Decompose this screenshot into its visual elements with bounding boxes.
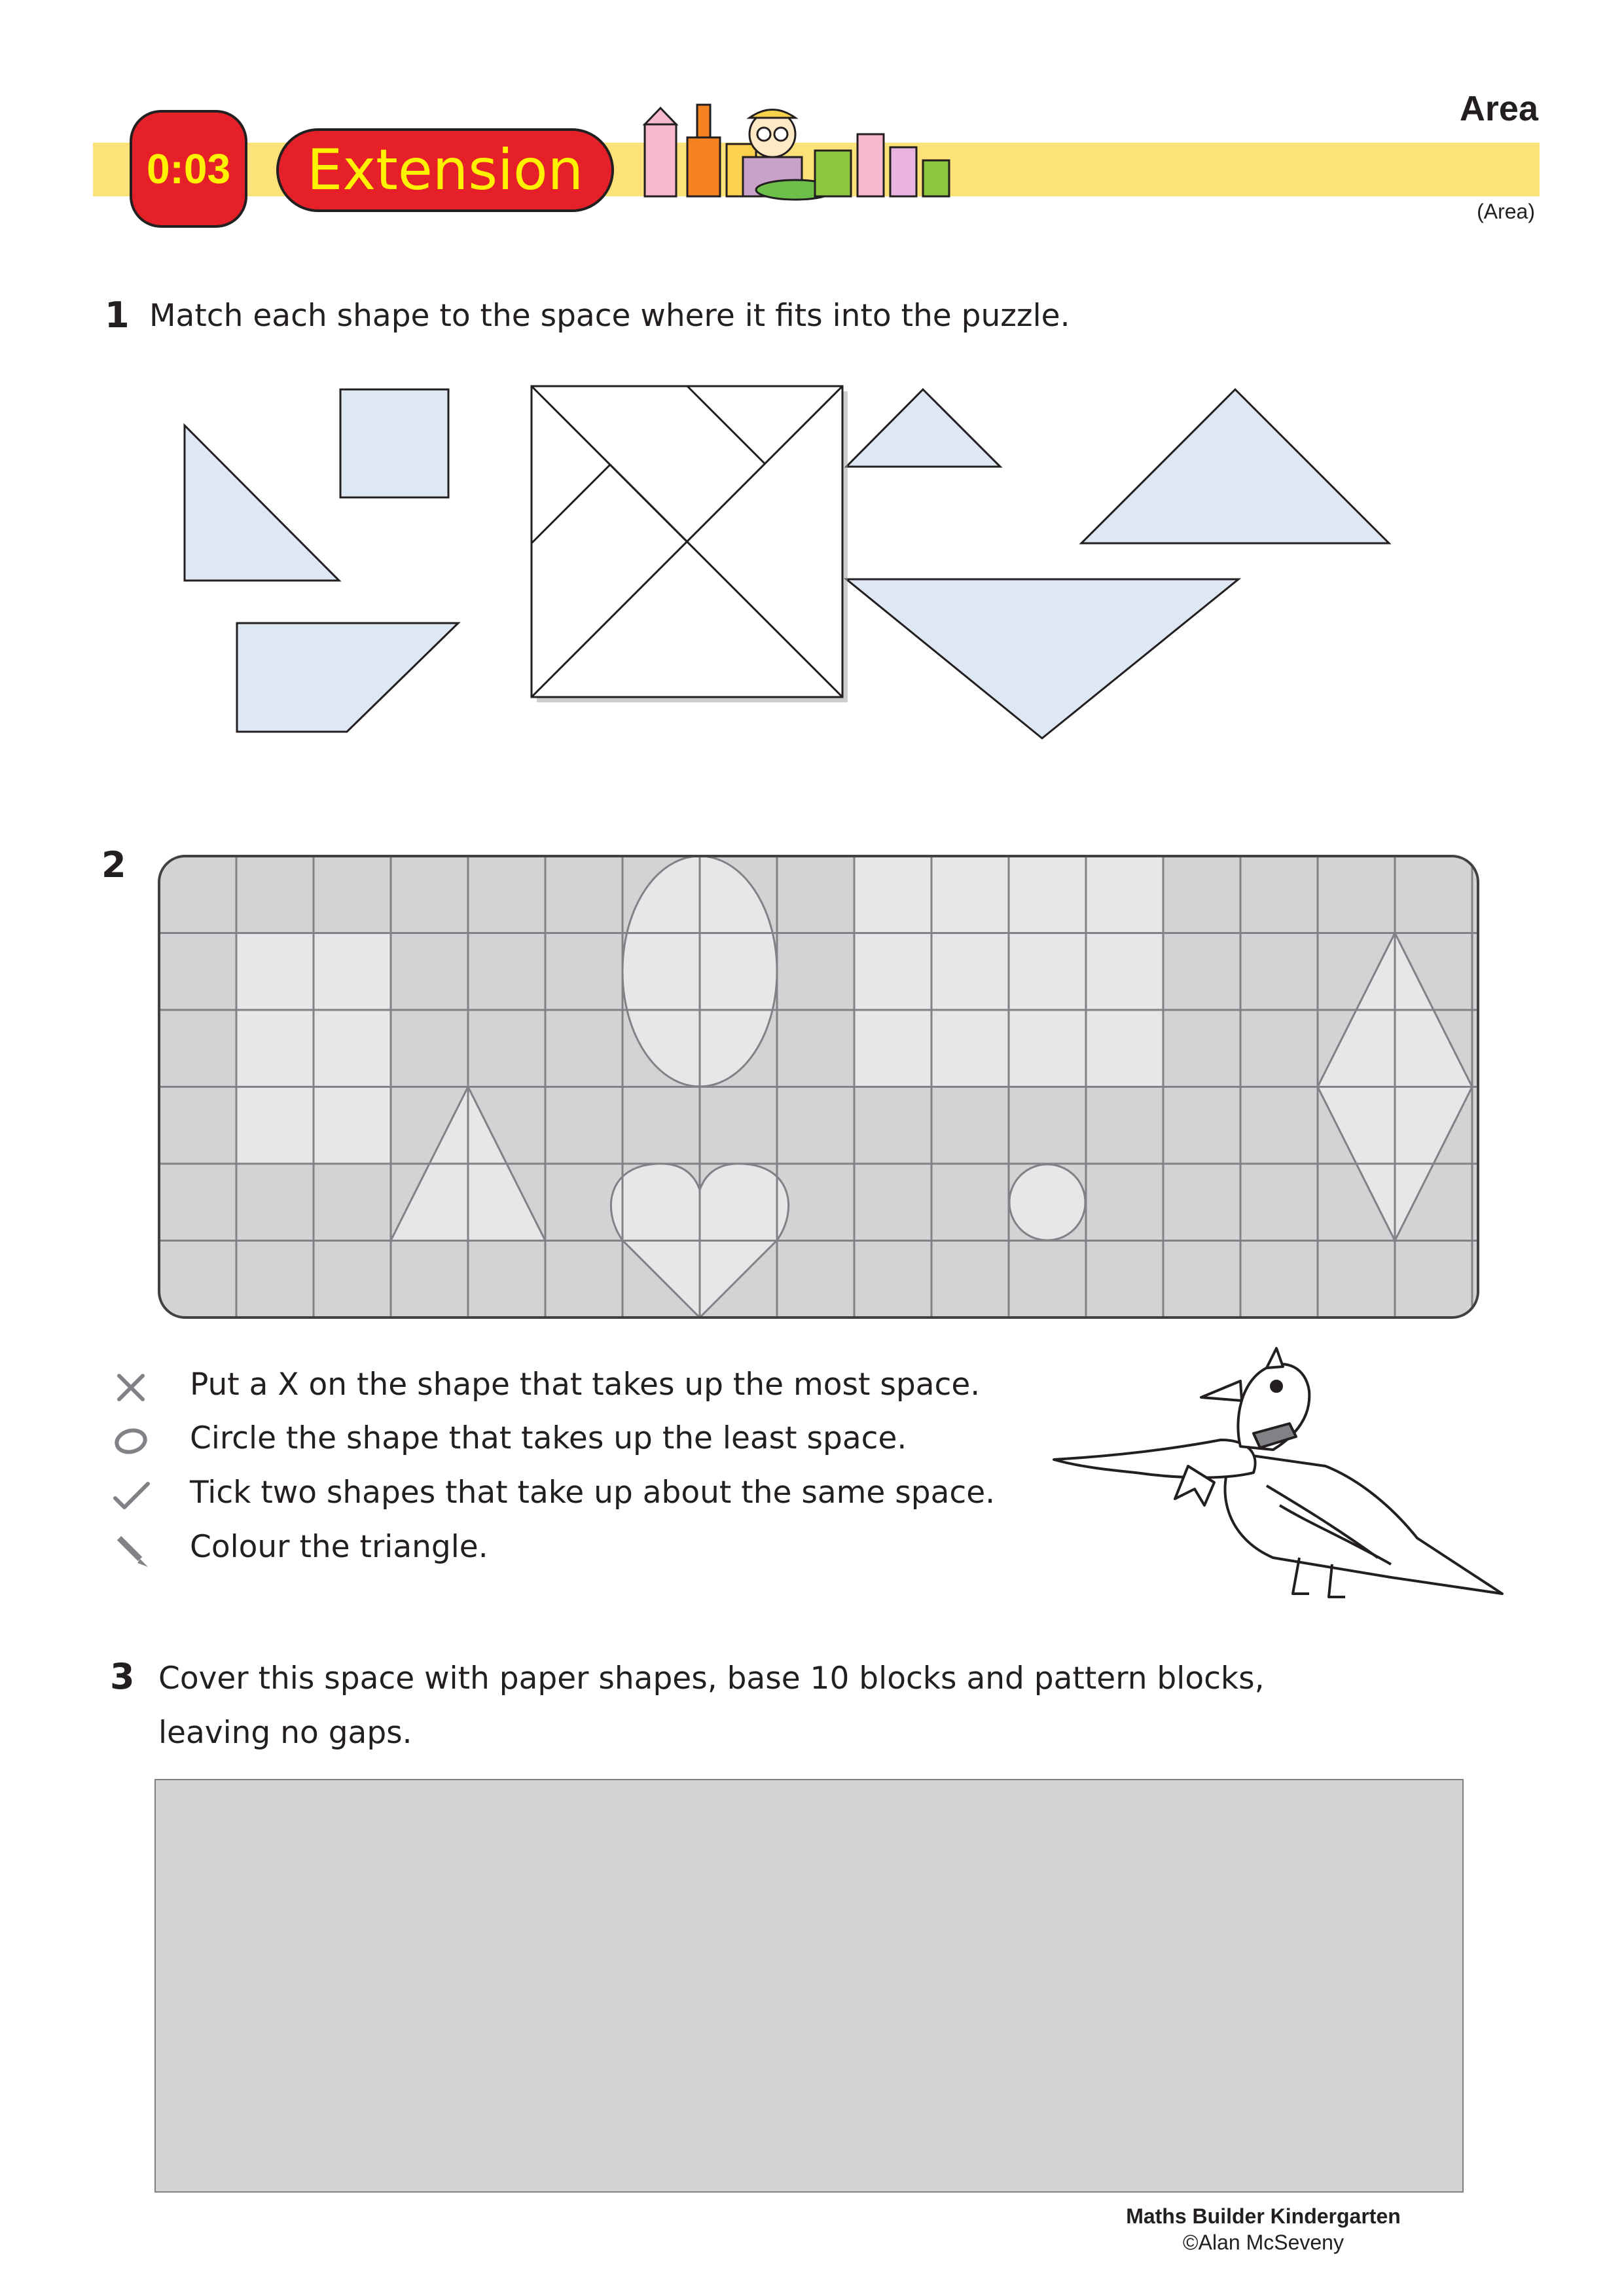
tangram-puzzle bbox=[170, 380, 1414, 746]
question-3-text-line-2: leaving no gaps. bbox=[158, 1715, 412, 1751]
question-3-number: 3 bbox=[110, 1656, 135, 1697]
tick-icon bbox=[111, 1476, 151, 1515]
parallelogram-shape bbox=[237, 623, 458, 732]
question-1-text: Match each shape to the space where it fits into the puzzle. bbox=[149, 298, 1070, 334]
time-badge: 0:03 bbox=[130, 110, 247, 228]
instruction-cross: Put a X on the shape that takes up the most space. bbox=[190, 1367, 981, 1403]
large-triangle-shape bbox=[1081, 389, 1389, 543]
square-shape bbox=[340, 389, 448, 497]
topic-title: Area bbox=[1459, 89, 1538, 128]
instruction-circle: Circle the shape that takes up the least space. bbox=[190, 1420, 907, 1456]
cross-icon bbox=[111, 1368, 151, 1407]
question-2-number: 2 bbox=[101, 844, 126, 886]
instruction-colour: Colour the triangle. bbox=[190, 1529, 488, 1565]
cover-space-area bbox=[154, 1779, 1464, 2193]
footer-copyright: ©Alan McSeveny bbox=[1183, 2231, 1344, 2254]
medium-triangle-shape bbox=[846, 579, 1238, 738]
topic-subtitle: (Area) bbox=[1477, 200, 1535, 223]
circle-icon bbox=[111, 1422, 151, 1461]
level-badge: Extension bbox=[276, 128, 614, 212]
scientist-bottles-illustration bbox=[638, 98, 959, 213]
question-1-number: 1 bbox=[105, 295, 130, 336]
footer-title: Maths Builder Kindergarten bbox=[1126, 2204, 1401, 2228]
tangram-square bbox=[532, 386, 842, 697]
pencil-icon bbox=[111, 1530, 151, 1570]
instruction-tick: Tick two shapes that take up about the same space. bbox=[190, 1475, 996, 1511]
question-3-text-line-1: Cover this space with paper shapes, base 10 blocks and pattern blocks, bbox=[158, 1660, 1265, 1696]
shapes-on-grid bbox=[156, 853, 1485, 1324]
small-triangle-shape bbox=[846, 389, 1000, 467]
small-right-triangle-shape bbox=[185, 425, 339, 581]
pointing-bird-illustration bbox=[1051, 1342, 1509, 1604]
